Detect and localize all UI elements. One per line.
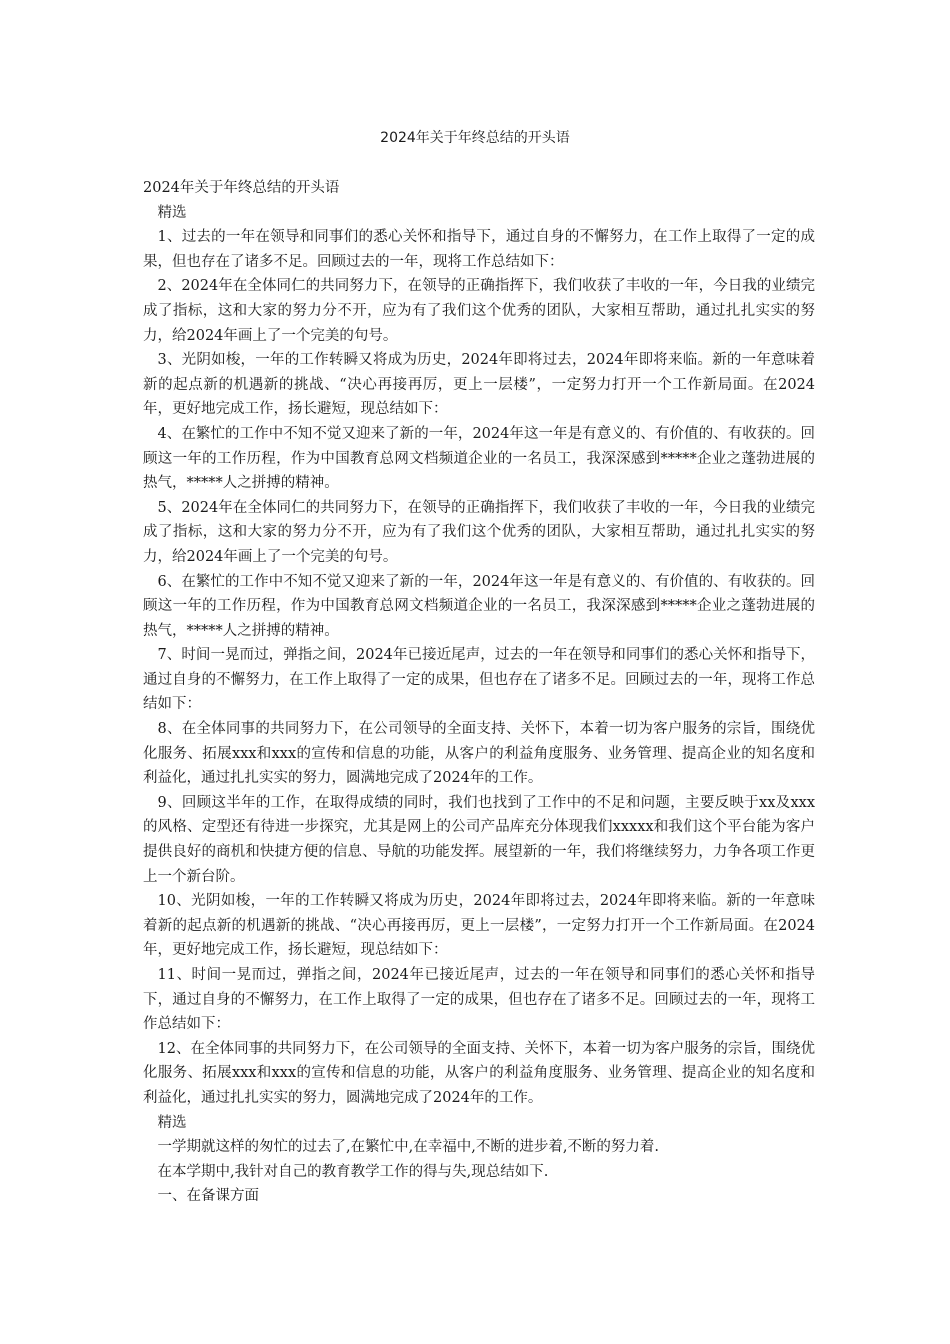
- paragraph: 精选: [157, 1114, 187, 1131]
- paragraph: 8、在全体同事的共同努力下，在公司领导的全面支持、关怀下，本着一切为客户服务的宗旨，围绕优化服务、拓展xxx和xxx的宣传和信息的功能，从客户的利益角度服务、业务管理、提高企业的知名度和利益化，通过扎扎实实的努力，圆满地完成了2024年的工作。: [143, 721, 815, 787]
- paragraph: 6、在繁忙的工作中不知不觉又迎来了新的一年，2024年这一年是有意义的、有价值的、有收获的。回顾这一年的工作历程，作为中国教育总网文档频道企业的一名员工，我深深感到*****企业之蓬勃进展的热气，*****人之拼搏的精神。: [143, 573, 815, 639]
- paragraph: 一学期就这样的匆忙的过去了,在繁忙中,在幸福中,不断的进步着,不断的努力着.: [157, 1139, 660, 1156]
- paragraph: 5、2024年在全体同仁的共同努力下，在领导的正确指挥下，我们收获了丰收的一年，今日我的业绩完成了指标，这和大家的努力分不开，应为有了我们这个优秀的团队，大家相互帮助，通过扎扎实实的努力，给2024年画上了一个完美的句号。: [143, 499, 815, 565]
- paragraph: 10、光阴如梭，一年的工作转瞬又将成为历史，2024年即将过去，2024年即将来临。新的一年意味着新的起点新的机遇新的挑战、“决心再接再厉，更上一层楼”，一定努力打开一个工作新局面。在2024年，更好地完成工作，扬长避短，现总结如下：: [143, 893, 815, 959]
- document-subtitle: 2024年关于年终总结的开头语: [143, 180, 340, 196]
- paragraph: 11、时间一晃而过，弹指之间，2024年已接近尾声，过去的一年在领导和同事们的悉心关怀和指导下，通过自身的不懈努力，在工作上取得了一定的成果，但也存在了诸多不足。回顾过去的一年，现将工作总结如下：: [143, 967, 815, 1033]
- paragraph: 一、在备课方面: [157, 1188, 259, 1205]
- paragraph: 9、回顾这半年的工作，在取得成绩的同时，我们也找到了工作中的不足和问题，主要反映于xx及xxx的风格、定型还有待进一步探究，尤其是网上的公司产品库充分体现我们xxxxx和我们这个平台能为客户提供良好的商机和快捷方便的信息、导航的功能发挥。展望新的一年，我们将继续努力，力争各项工作更上一个新台阶。: [143, 794, 815, 885]
- paragraph: 12、在全体同事的共同努力下，在公司领导的全面支持、关怀下，本着一切为客户服务的宗旨，围绕优化服务、拓展xxx和xxx的宣传和信息的功能，从客户的利益角度服务、业务管理、提高企业的知名度和利益化，通过扎扎实实的努力，圆满地完成了2024年的工作。: [143, 1040, 815, 1106]
- document-body: [143, 176, 815, 1209]
- paragraph: 2、2024年在全体同仁的共同努力下，在领导的正确指挥下，我们收获了丰收的一年，今日我的业绩完成了指标，这和大家的努力分不开，应为有了我们这个优秀的团队，大家相互帮助，通过扎扎实实的努力，给2024年画上了一个完美的句号。: [143, 278, 815, 344]
- document-title: 2024年关于年终总结的开头语: [380, 130, 570, 146]
- paragraph: 1、过去的一年在领导和同事们的悉心关怀和指导下，通过自身的不懈努力，在工作上取得了一定的成果，但也存在了诸多不足。回顾过去的一年，现将工作总结如下：: [143, 229, 815, 270]
- paragraph: 4、在繁忙的工作中不知不觉又迎来了新的一年，2024年这一年是有意义的、有价值的、有收获的。回顾这一年的工作历程，作为中国教育总网文档频道企业的一名员工，我深深感到*****企业之蓬勃进展的热气，*****人之拼搏的精神。: [143, 425, 815, 492]
- paragraph: 3、光阴如梭，一年的工作转瞬又将成为历史，2024年即将过去，2024年即将来临。新的一年意味着新的起点新的机遇新的挑战、“决心再接再厉，更上一层楼”，一定努力打开一个工作新局面。在2024年，更好地完成工作，扬长避短，现总结如下：: [143, 352, 815, 418]
- paragraph: 在本学期中,我针对自己的教育教学工作的得与失,现总结如下.: [157, 1163, 549, 1180]
- paragraph: 7、时间一晃而过，弹指之间，2024年已接近尾声，过去的一年在领导和同事们的悉心关怀和指导下，通过自身的不懈努力，在工作上取得了一定的成果，但也存在了诸多不足。回顾过去的一年，现将工作总结如下：: [143, 647, 815, 713]
- paragraph: 精选: [157, 204, 187, 221]
